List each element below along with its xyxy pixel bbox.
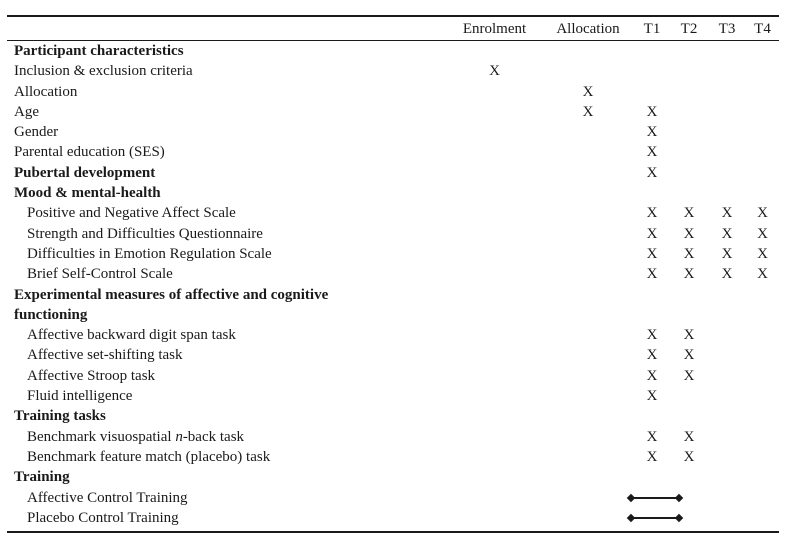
cell-allocation — [542, 366, 634, 386]
cell-enrolment — [447, 467, 542, 487]
cell-t4 — [746, 122, 779, 142]
row-label: Participant characteristics — [14, 43, 184, 59]
cell-allocation — [542, 447, 634, 467]
row-label: Inclusion & exclusion criteria — [14, 63, 193, 80]
cell-t1 — [634, 183, 670, 203]
table-row — [7, 488, 779, 508]
table-row-cells — [7, 203, 779, 223]
cell-allocation — [542, 163, 634, 183]
cell-t3 — [708, 386, 746, 406]
cell-t2: X — [683, 327, 695, 344]
table-row — [7, 163, 779, 183]
table-row-cells — [7, 366, 779, 386]
table-row — [7, 366, 779, 386]
cell-allocation — [542, 488, 634, 508]
cell-t1 — [634, 82, 670, 102]
cell-allocation — [542, 203, 634, 223]
cell-t4 — [746, 488, 779, 508]
row-label: Pubertal development — [14, 164, 156, 181]
table-row-cells — [7, 285, 779, 305]
schedule-table — [7, 15, 779, 533]
cell-allocation — [542, 41, 634, 61]
cell-enrolment — [447, 488, 542, 508]
cell-t3: X — [721, 245, 733, 262]
cell-enrolment — [447, 386, 542, 406]
cell-t4 — [746, 508, 779, 528]
cell-t3: X — [721, 205, 733, 222]
cell-t4 — [746, 406, 779, 426]
cell-allocation — [542, 61, 634, 81]
cell-enrolment — [447, 305, 542, 325]
cell-t1: X — [646, 144, 658, 161]
cell-t2 — [670, 61, 708, 81]
cell-t4: X — [757, 225, 768, 242]
table-row-cells — [7, 264, 779, 284]
row-label: Benchmark visuospatial n-back task — [27, 428, 245, 445]
row-label: Experimental measures of affective and cognitive — [14, 286, 329, 303]
table-row — [7, 406, 779, 426]
table-row — [7, 447, 779, 467]
cell-t4: X — [757, 205, 768, 222]
table-row — [7, 508, 779, 528]
cell-enrolment — [447, 224, 542, 244]
cell-allocation — [542, 406, 634, 426]
cell-enrolment — [447, 508, 542, 528]
row-label: Benchmark feature match (placebo) task — [27, 448, 271, 465]
cell-t3 — [708, 285, 746, 305]
cell-t2: X — [683, 225, 695, 242]
cell-enrolment — [447, 102, 542, 122]
cell-t3 — [708, 345, 746, 365]
cell-t1: X — [646, 428, 658, 445]
cell-allocation — [542, 508, 634, 528]
table-row-cells — [7, 345, 779, 365]
cell-t2 — [670, 183, 708, 203]
cell-t2 — [670, 285, 708, 305]
header-label — [7, 19, 447, 40]
cell-enrolment — [447, 264, 542, 284]
table-row-cells — [7, 386, 779, 406]
table-row-cells — [7, 82, 779, 102]
cell-enrolment — [447, 183, 542, 203]
cell-enrolment — [447, 285, 542, 305]
table-row-cells — [7, 467, 779, 487]
cell-t1 — [634, 406, 670, 426]
cell-t4 — [746, 163, 779, 183]
cell-t3 — [708, 142, 746, 162]
cell-allocation: X — [582, 83, 594, 100]
table-row-cells — [7, 325, 779, 345]
cell-t4 — [746, 142, 779, 162]
cell-t3 — [708, 41, 746, 61]
table-row-cells — [7, 406, 779, 426]
table-row-cells — [7, 122, 779, 142]
cell-allocation — [542, 224, 634, 244]
cell-t3: X — [721, 266, 733, 283]
cell-t3: X — [721, 225, 733, 242]
cell-t1 — [634, 285, 670, 305]
cell-t2 — [670, 41, 708, 61]
row-label: Fluid intelligence — [27, 388, 133, 405]
row-label: Affective set-shifting task — [27, 347, 183, 364]
cell-allocation — [542, 427, 634, 447]
cell-enrolment — [447, 203, 542, 223]
cell-t1: X — [646, 266, 658, 283]
table-row — [7, 183, 779, 203]
cell-enrolment — [447, 122, 542, 142]
cell-enrolment — [447, 142, 542, 162]
table-row-cells — [7, 61, 779, 81]
cell-t4 — [746, 102, 779, 122]
table-row-cells — [7, 447, 779, 467]
table-row — [7, 82, 779, 102]
header-t3: T3 — [718, 21, 736, 37]
cell-t1 — [634, 305, 670, 325]
timeline-span-bar — [631, 517, 679, 519]
header-t2: T2 — [680, 21, 698, 37]
cell-t3 — [708, 447, 746, 467]
table-row — [7, 386, 779, 406]
table-row-cells — [7, 244, 779, 264]
row-label: Training tasks — [14, 408, 106, 425]
cell-enrolment — [447, 163, 542, 183]
cell-t4 — [746, 82, 779, 102]
cell-allocation — [542, 285, 634, 305]
cell-t1: X — [646, 225, 658, 242]
row-label: Allocation — [14, 83, 78, 100]
cell-t3 — [708, 61, 746, 81]
cell-t3 — [708, 427, 746, 447]
row-label: Age — [14, 103, 39, 120]
header-allocation: Allocation — [556, 21, 620, 37]
cell-t4: X — [757, 266, 768, 283]
cell-enrolment — [447, 244, 542, 264]
cell-t2 — [670, 142, 708, 162]
row-label: Mood & mental-health — [14, 185, 161, 202]
row-label: Brief Self-Control Scale — [27, 266, 173, 283]
cell-enrolment — [447, 427, 542, 447]
cell-t2: X — [683, 367, 695, 384]
table-row-cells — [7, 427, 779, 447]
cell-enrolment — [447, 345, 542, 365]
cell-t4 — [746, 345, 779, 365]
table-body — [7, 41, 779, 528]
table-top-rule — [7, 15, 779, 17]
table-row — [7, 305, 779, 325]
cell-t2: X — [683, 245, 695, 262]
cell-t2 — [670, 82, 708, 102]
cell-t3 — [708, 366, 746, 386]
table-row — [7, 203, 779, 223]
table-row — [7, 467, 779, 487]
cell-t4 — [746, 61, 779, 81]
row-label: Gender — [14, 124, 59, 141]
row-label: Difficulties in Emotion Regulation Scale — [27, 245, 272, 262]
table-row — [7, 325, 779, 345]
header-enrolment: Enrolment — [462, 21, 527, 37]
table-row — [7, 224, 779, 244]
row-label: Parental education (SES) — [14, 144, 165, 161]
row-label: functioning — [14, 306, 88, 323]
row-label: Strength and Difficulties Questionnaire — [27, 225, 263, 242]
cell-t2 — [670, 386, 708, 406]
cell-t1 — [634, 61, 670, 81]
table-row — [7, 142, 779, 162]
cell-t1: X — [646, 327, 658, 344]
cell-t1: X — [646, 205, 658, 222]
cell-enrolment — [447, 366, 542, 386]
cell-t2 — [670, 163, 708, 183]
table-header-row — [7, 19, 779, 40]
cell-t3 — [708, 102, 746, 122]
row-label: Affective Control Training — [27, 489, 188, 506]
cell-allocation — [542, 386, 634, 406]
table-row-cells — [7, 163, 779, 183]
row-label: Training — [14, 469, 70, 486]
table-row — [7, 41, 779, 61]
cell-t2 — [670, 467, 708, 487]
timeline-span-bar — [631, 497, 679, 499]
cell-t1: X — [646, 347, 658, 364]
table-row-cells — [7, 41, 779, 61]
cell-allocation — [542, 122, 634, 142]
cell-allocation: X — [582, 103, 594, 120]
cell-t2: X — [683, 205, 695, 222]
cell-t3 — [708, 467, 746, 487]
cell-allocation — [542, 244, 634, 264]
table-row — [7, 264, 779, 284]
cell-enrolment — [447, 82, 542, 102]
cell-t4 — [746, 41, 779, 61]
cell-t3 — [708, 122, 746, 142]
cell-t1: X — [646, 245, 658, 262]
cell-t3 — [708, 82, 746, 102]
cell-t1 — [634, 467, 670, 487]
table-row-cells — [7, 142, 779, 162]
header-t4: T4 — [754, 21, 771, 37]
table-row-cells — [7, 224, 779, 244]
cell-allocation — [542, 467, 634, 487]
cell-t3 — [708, 325, 746, 345]
cell-t4 — [746, 366, 779, 386]
cell-t4 — [746, 305, 779, 325]
cell-t3 — [708, 305, 746, 325]
header-t1: T1 — [643, 21, 661, 37]
cell-t2 — [670, 102, 708, 122]
table-bottom-rule — [7, 531, 779, 533]
cell-allocation — [542, 142, 634, 162]
cell-enrolment — [447, 325, 542, 345]
cell-t1: X — [646, 164, 658, 181]
cell-t2: X — [683, 428, 695, 445]
cell-enrolment — [447, 406, 542, 426]
row-label: Placebo Control Training — [27, 509, 179, 526]
cell-t1: X — [646, 448, 658, 465]
cell-t2 — [670, 122, 708, 142]
table-row-cells — [7, 102, 779, 122]
cell-t2: X — [683, 266, 695, 283]
cell-t4: X — [757, 245, 768, 262]
cell-t4 — [746, 447, 779, 467]
table-row — [7, 122, 779, 142]
cell-t3 — [708, 488, 746, 508]
cell-t2: X — [683, 448, 695, 465]
cell-allocation — [542, 325, 634, 345]
cell-t2 — [670, 406, 708, 426]
cell-t3 — [708, 406, 746, 426]
cell-t2 — [670, 305, 708, 325]
cell-t1: X — [646, 124, 658, 141]
table-row — [7, 61, 779, 81]
cell-t4 — [746, 325, 779, 345]
cell-t3 — [708, 508, 746, 528]
cell-allocation — [542, 183, 634, 203]
cell-t4 — [746, 183, 779, 203]
cell-t3 — [708, 163, 746, 183]
table-row — [7, 244, 779, 264]
table-row — [7, 102, 779, 122]
cell-allocation — [542, 305, 634, 325]
cell-t4 — [746, 285, 779, 305]
cell-enrolment: X — [489, 63, 500, 80]
table-row-cells — [7, 183, 779, 203]
cell-t1: X — [646, 388, 658, 405]
cell-enrolment — [447, 447, 542, 467]
cell-allocation — [542, 345, 634, 365]
cell-t4 — [746, 386, 779, 406]
row-label: Affective backward digit span task — [27, 327, 236, 344]
table-row — [7, 345, 779, 365]
row-label: Positive and Negative Affect Scale — [27, 205, 236, 222]
cell-t4 — [746, 467, 779, 487]
row-label: Affective Stroop task — [27, 367, 156, 384]
cell-t1: X — [646, 367, 658, 384]
cell-t1: X — [646, 103, 658, 120]
cell-enrolment — [447, 41, 542, 61]
table-row-cells — [7, 305, 779, 325]
cell-t2: X — [683, 347, 695, 364]
cell-t1 — [634, 41, 670, 61]
table-row — [7, 427, 779, 447]
cell-t3 — [708, 183, 746, 203]
cell-t4 — [746, 427, 779, 447]
cell-allocation — [542, 264, 634, 284]
table-row — [7, 285, 779, 305]
